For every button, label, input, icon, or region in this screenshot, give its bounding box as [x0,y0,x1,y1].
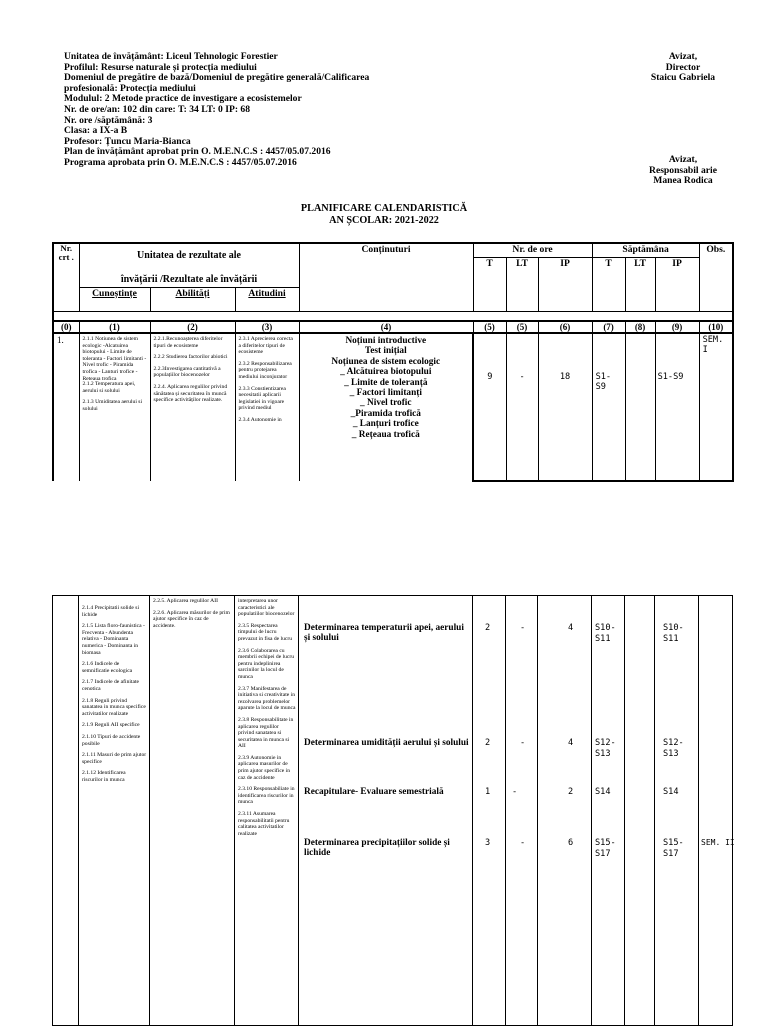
skill-item: 2.2.4. Aplicarea regulilor privind sănătatea și securitatea în muncă specifice activităților realizate. [153,383,228,404]
content-line: _ Factori limitanți [349,388,422,399]
week-lt-column [625,596,655,1026]
index-cell: (1) [79,321,150,333]
hours-ip-value: 18 [538,333,592,481]
content-line: Noțiunea de sistem ecologic [331,356,441,367]
hours-lt-column [506,596,538,1026]
attitude-item: 2.3.9 Autonomie in aplicarea masurilor de prim ajutor specifice in caz de accidente [238,754,291,781]
attitude-item: 2.3.2 Responsabilizarea pentru protejarea mediului inconjurator [238,360,292,380]
header-line: Profesor: Țuncu Maria-Bianca [64,135,191,147]
attitude-item: interpretarea unor caracteristici ale populatiilor biocenozelor [238,598,295,618]
row-number [53,596,79,1026]
week-t-value: S1- S9 [592,333,625,481]
index-cell: (4) [299,321,473,333]
hours-t-value: 2 [485,623,491,633]
contents-cell [299,333,473,481]
hours-t-value: 3 [485,838,491,848]
knowledge-item: 2.1.9 Reguli AII specifice [82,722,140,729]
knowledge-item: 2.1.3 Umiditatea aerului si solului [82,399,142,412]
knowledge-item: 2.1.12 Identificarea riscurilor in munca [82,770,126,783]
index-cell: (5) [473,321,506,333]
learning-units-line2: învățării /Rezultate ale învățării [120,274,258,285]
week-ip-value: S14 [663,787,679,797]
content-line: _Piramida trofică [350,408,421,419]
week-t-value: S15- S17 [595,838,616,859]
obs-value: SEM. I [699,333,733,481]
knowledge-item: 2.1.5 Lista floro-faunistica - Frecventa - Abundenta relativa - Dominanta numerica - Dominanta in biomasa [82,623,145,656]
attitudes-cell [235,596,299,1026]
skills-header: Abilități [150,287,235,311]
knowledge-cell [79,333,150,481]
content-line: _ Nivel trofic [360,398,412,409]
approval-line: Avizat, [668,51,698,62]
hours-t-header: T [473,257,506,311]
approval-line: Manea Rodica [653,175,713,187]
skill-item: 2.2.5. Aplicarea regulilor AII [153,598,218,604]
attitude-item: 2.3.7 Manifestarea de initiativa si creativitate in rezolvarea problemelor aparute la locul de munca [238,685,296,712]
hours-header: Nr. de ore [473,243,592,257]
header-line: Profilul: Resurse naturale și protecția mediului [64,61,257,73]
knowledge-item: 2.1.1 Notiunea de sistem ecologic -Alcatuirea biotopului - Limite de toleranta - Factori limitanti - Nivel trofic - Piramida trofica - Lanturi trofice - Reteaua trofica [82,336,147,382]
hours-t-column [473,596,506,1026]
week-t-header: T [592,257,625,311]
hours-ip-value: 6 [568,838,574,848]
approval-area-head [628,155,738,187]
content-line: Noțiuni introductive [345,336,427,346]
content-line: _ Alcătuirea biotopului [340,367,432,378]
week-ip-header: IP [655,257,699,311]
hours-ip-header: IP [538,257,592,311]
week-lt-value [625,333,655,481]
document-header [64,52,369,169]
nr-crt-header: Nr. crt . [53,243,79,311]
approval-line: Staicu Gabriela [650,72,716,84]
header-line: Modulul: 2 Metode practice de investigare a ecosistemelor [64,93,302,105]
skills-cell [150,596,235,1026]
content-line: Recapitulare- Evaluare semestrială [304,787,444,797]
obs-column [699,596,733,1026]
content-line: Determinarea temperaturii apei, aerului și solului [304,623,464,644]
hours-ip-value: 4 [568,738,574,748]
content-line: Test inițial [364,346,407,357]
hours-lt-value: - [520,738,526,748]
hours-t-value: 1 [485,787,491,797]
attitude-item: 2.3.8 Responsabilitate in aplicarea regulilor privind sanatatea si securitatea in munca si AII [238,716,294,750]
content-line: _ Rețeaua trofică [351,429,420,440]
week-t-value: S12- S13 [595,738,616,759]
hours-t-value: 9 [473,333,506,481]
hours-lt-header: LT [506,257,538,311]
knowledge-cell [79,596,150,1026]
contents-header: Conținuturi [299,243,473,311]
week-ip-value: S10- S11 [663,623,684,644]
table-row [53,596,733,1026]
hours-lt-value: - [520,623,526,633]
obs-header: Obs. [699,243,733,311]
index-cell: (2) [150,321,235,333]
hours-lt-value: - [512,787,518,797]
index-cell: (6) [538,321,592,333]
header-line: Programa aprobata prin O. M.E.N.C.S : 4457/05.07.2016 [64,156,297,168]
content-line: _ Lanțuri trofice [352,419,419,430]
index-cell: (0) [53,321,79,333]
page-title [0,203,768,227]
content-line: Determinarea umidității aerului și solului [304,738,469,748]
knowledge-item: 2.1.2 Temperatura apei, aerului si solului [82,381,136,394]
skills-cell [150,333,235,481]
attitude-item: 2.3.5 Respectarea timpului de lucru prevazut in fisa de lucru [238,622,293,642]
week-ip-column [655,596,699,1026]
header-line: Unitatea de învățământ: Liceul Tehnologic Forestier [64,51,278,62]
week-t-value: S14 [595,787,611,797]
week-ip-value: S1-S9 [655,333,699,481]
attitudes-header: Atitudini [235,287,299,311]
week-lt-header: LT [625,257,655,311]
attitudes-cell [235,333,299,481]
spacer-row [53,311,733,321]
knowledge-item: 2.1.4 Precipitatii solide si lichide [82,605,140,618]
week-header: Săptămâna [592,243,699,257]
approval-line: Responsabil arie [649,164,717,176]
skill-item: 2.2.3Investigarea cantitativă a populațiilor biocenozelor [153,365,221,379]
row-number: 1. [53,333,79,481]
index-cell: (3) [235,321,299,333]
header-line: Nr. ore /săptămână: 3 [64,114,153,126]
approval-line: Avizat, [668,154,698,165]
title-line: PLANIFICARE CALENDARISTICĂ [300,203,468,214]
attitude-item: 2.3.6 Colaborarea cu membrii echipei de lucru pentru indeplinirea sarcinilor la locul de munca [238,647,295,680]
title-line: AN ȘCOLAR: 2021-2022 [329,215,439,226]
knowledge-header: Cunoștințe [79,287,150,311]
knowledge-item: 2.1.6 Indicele de semnificatie ecologica [82,661,133,674]
index-cell: (7) [592,321,625,333]
hours-ip-column [538,596,592,1026]
hours-lt-value: - [520,838,526,848]
knowledge-item: 2.1.8 Reguli privind sanatatea in munca specifice activitatilor realizate [82,697,146,717]
header-line: Plan de învățământ aprobat prin O. M.E.N.C.S : 4457/05.07.2016 [64,146,331,158]
planning-table-page2 [52,595,733,1026]
header-line: Nr. de ore/an: 102 din care: T: 34 LT: 0 IP: 68 [64,103,251,115]
hours-ip-value: 2 [568,787,574,797]
index-cell: (10) [699,321,733,333]
approval-director [628,52,738,84]
obs-value: SEM. II [701,838,735,847]
skill-item: 2.2.2 Studierea factorilor abiotici [153,354,228,361]
week-ip-value: S12- S13 [663,738,684,759]
header-line: Domeniul de pregătire de bază/Domeniul de pregătire generală/Calificarea [64,72,370,84]
attitude-item: 2.3.3 Constientizarea necesitatii aplicarii legislatiei in vigoare privind mediul [238,385,286,412]
index-cell: (5) [506,321,538,333]
skill-item: 2.2.1.Recunoașterea diferitelor tipuri de ecosisteme [153,336,223,349]
week-t-value: S10- S11 [595,623,616,644]
attitude-item: 2.3.1 Aprecierea corecta a diferitelor tipuri de ecosisteme [238,336,293,356]
approval-line: Director [665,61,701,73]
learning-units-header [79,243,299,287]
index-cell: (9) [655,321,699,333]
hours-t-value: 2 [485,738,491,748]
knowledge-item: 2.1.7 Indicele de afinitate cenotica [82,679,139,692]
learning-units-line1: Unitatea de rezultate ale [137,250,241,261]
header-line: profesională: Protecția mediului [64,82,196,94]
attitude-item: 2.3.4 Autonomie in [238,416,282,423]
attitude-item: 2.3.10 Responsabiliate in identificarea riscurilor in munca [238,786,295,806]
week-ip-value: S15- S17 [663,838,684,859]
content-line: Determinarea precipitațiilor solide și lichide [304,838,450,859]
planning-table-page1 [52,242,734,482]
attitude-item: 2.3.11 Asumarea responsabilitatii pentru calitatea activitatilor realizate [238,811,290,837]
index-cell: (8) [625,321,655,333]
hours-lt-value: - [506,333,538,481]
week-t-column [592,596,625,1026]
content-line: _ Limite de toleranță [344,377,428,388]
header-line: Clasa: a IX-a B [64,125,128,137]
knowledge-item: 2.1.11 Masuri de prim ajutor specifice [82,752,147,765]
table-row [53,333,733,481]
knowledge-item: 2.1.10 Tipuri de accidente posibile [82,733,141,747]
contents-cell [299,596,473,1026]
skill-item: 2.2.6. Aplicarea măsurilor de prim ajutor specifice în caz de accidente. [153,609,230,629]
hours-ip-value: 4 [568,623,574,633]
